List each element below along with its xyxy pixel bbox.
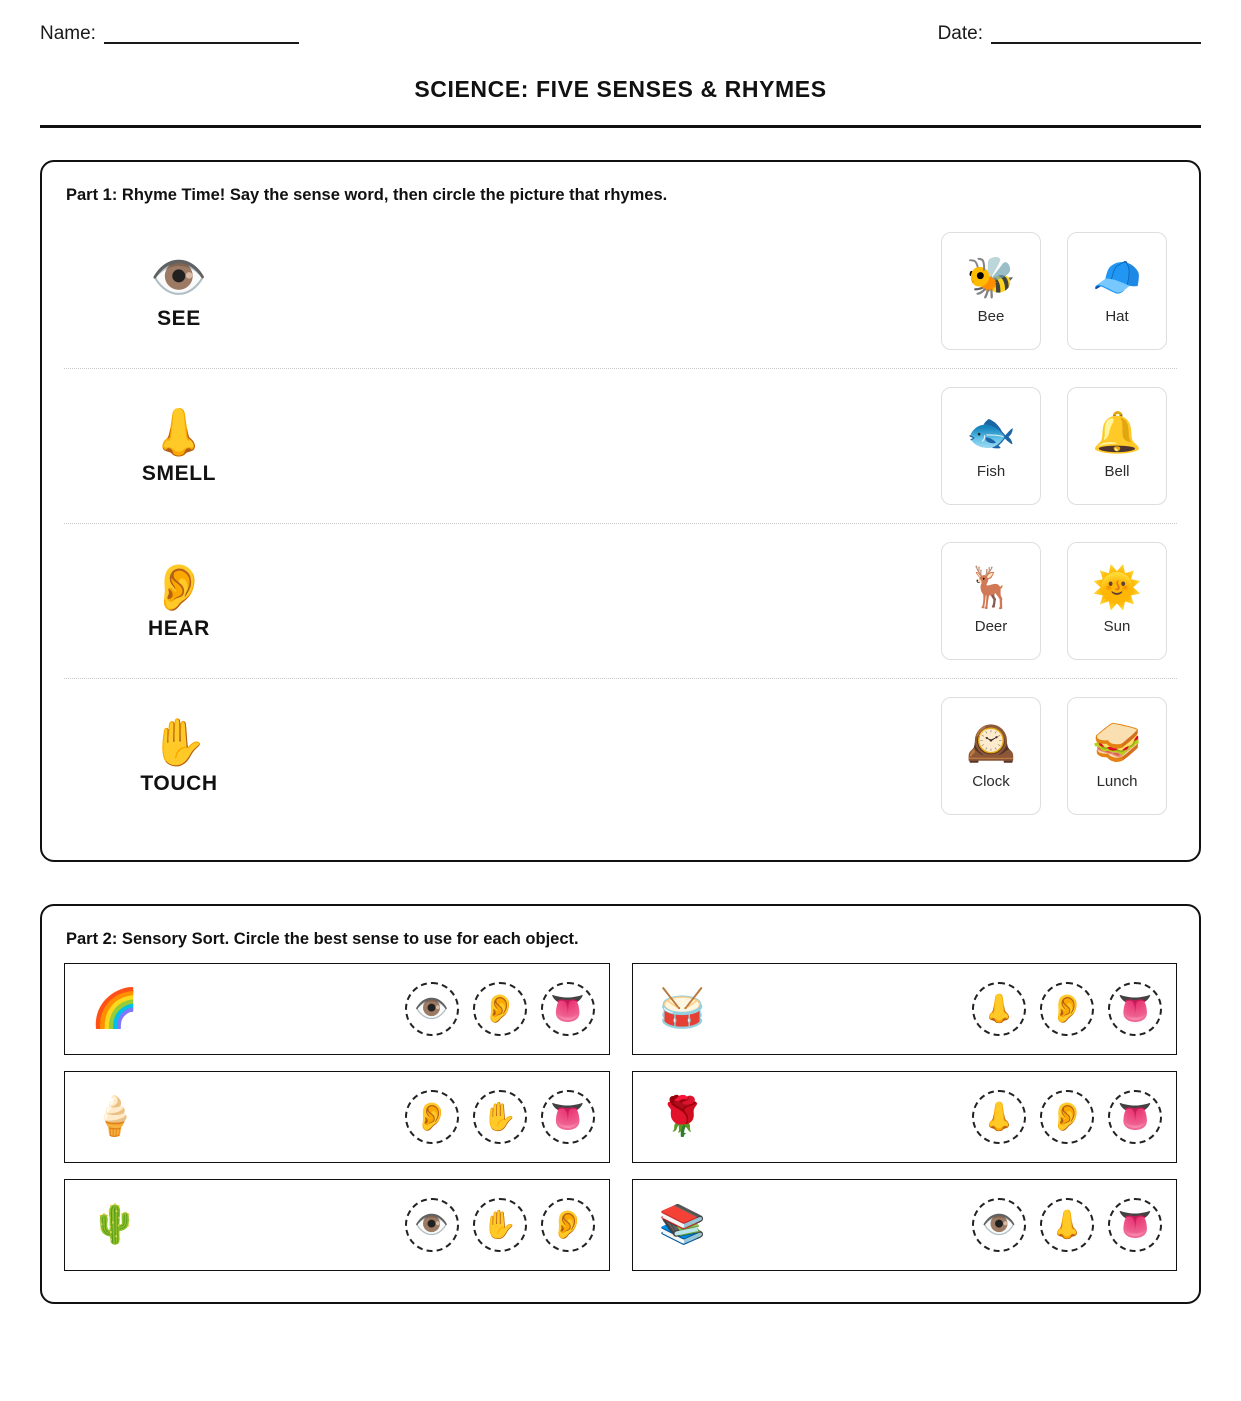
rhyme-row	[64, 678, 1177, 833]
deer-icon: 🦌	[966, 566, 1016, 610]
sandwich-icon: 🥪	[1092, 721, 1142, 765]
fish-icon: 🐟	[966, 411, 1016, 455]
rose-icon: 🌹	[658, 1096, 706, 1138]
tongue-icon: 👅	[1117, 993, 1153, 1024]
sense-prompt	[64, 716, 294, 796]
drum-icon: 🥁	[658, 988, 706, 1030]
sort-cell	[64, 1071, 610, 1163]
nose-icon: 👃	[1049, 1209, 1085, 1240]
sense-word: SMELL	[141, 461, 217, 485]
sense-prompt	[64, 561, 294, 641]
hand-icon: ✋	[150, 715, 208, 768]
ear-icon: 👂	[482, 993, 517, 1024]
sense-prompt	[64, 251, 294, 331]
page-title: SCIENCE: FIVE SENSES & RHYMES	[414, 76, 827, 102]
sense-option-nose[interactable]	[972, 982, 1026, 1036]
cactus-icon: 🌵	[91, 1204, 139, 1246]
choice-label: Sun	[1103, 618, 1131, 635]
sort-cell	[64, 1179, 610, 1271]
nose-icon: 👃	[981, 1101, 1017, 1132]
sort-cell	[632, 963, 1178, 1055]
ear-icon: 👂	[414, 1101, 449, 1132]
nose-icon: 👃	[150, 405, 208, 458]
sense-option-group	[972, 982, 1162, 1036]
date-field[interactable]	[938, 24, 1201, 44]
tongue-icon: 👅	[1117, 1209, 1153, 1240]
title-divider	[40, 125, 1201, 128]
sense-option-tongue[interactable]	[1108, 982, 1162, 1036]
date-write-line[interactable]	[991, 30, 1201, 44]
sense-option-group	[972, 1090, 1162, 1144]
books-icon: 📚	[658, 1204, 706, 1246]
choice-label: Clock	[972, 773, 1010, 790]
choice-card[interactable]	[1067, 232, 1167, 350]
sense-option-group	[405, 1090, 595, 1144]
sense-option-tongue[interactable]	[541, 982, 595, 1036]
bell-icon: 🔔	[1092, 411, 1142, 455]
choice-card[interactable]	[941, 232, 1041, 350]
eye-icon: 👁️	[414, 993, 449, 1024]
sort-cell	[632, 1071, 1178, 1163]
sense-option-ear[interactable]	[541, 1198, 595, 1252]
sense-option-hand[interactable]	[473, 1090, 527, 1144]
choice-card[interactable]	[1067, 387, 1167, 505]
sense-option-tongue[interactable]	[1108, 1198, 1162, 1252]
sense-option-tongue[interactable]	[1108, 1090, 1162, 1144]
choice-group	[941, 387, 1167, 505]
choice-card[interactable]	[941, 387, 1041, 505]
ice-cream-icon: 🍦	[91, 1096, 139, 1138]
sense-option-group	[972, 1198, 1162, 1252]
clock-icon: 🕰️	[966, 721, 1016, 765]
eye-icon: 👁️	[414, 1209, 449, 1240]
name-field[interactable]	[40, 24, 299, 44]
hand-icon: ✋	[482, 1101, 517, 1132]
name-date-row	[40, 0, 1201, 44]
choice-card[interactable]	[941, 697, 1041, 815]
bee-icon: 🐝	[966, 256, 1016, 300]
sense-option-ear[interactable]	[1040, 1090, 1094, 1144]
choice-group	[941, 232, 1167, 350]
sort-cell	[64, 963, 610, 1055]
sense-option-eye[interactable]	[405, 982, 459, 1036]
choice-label: Bee	[977, 308, 1005, 325]
choice-card[interactable]	[941, 542, 1041, 660]
sense-option-hand[interactable]	[473, 1198, 527, 1252]
eye-icon: 👁️	[150, 250, 208, 303]
choice-label: Bell	[1104, 463, 1130, 480]
choice-label: Fish	[976, 463, 1006, 480]
name-write-line[interactable]	[104, 30, 299, 44]
sense-option-ear[interactable]	[473, 982, 527, 1036]
sense-option-tongue[interactable]	[541, 1090, 595, 1144]
part2-heading: Part 2: Sensory Sort. Circle the best sense to use for each object.	[66, 930, 579, 948]
part2-panel	[40, 904, 1201, 1304]
ear-icon: 👂	[1049, 1101, 1085, 1132]
rhyme-row	[64, 368, 1177, 523]
sense-word: HEAR	[148, 616, 210, 640]
tongue-icon: 👅	[1117, 1101, 1153, 1132]
rhyme-row	[64, 523, 1177, 678]
sense-option-group	[405, 982, 595, 1036]
rhyme-row	[64, 213, 1177, 368]
nose-icon: 👃	[981, 993, 1017, 1024]
name-label: Name:	[40, 23, 96, 44]
date-label: Date:	[937, 23, 983, 44]
sun-icon: 🌞	[1092, 566, 1142, 610]
sensory-sort-grid	[64, 963, 1177, 1271]
sense-option-group	[405, 1198, 595, 1252]
ear-icon: 👂	[550, 1209, 585, 1240]
sense-option-eye[interactable]	[972, 1198, 1026, 1252]
sense-option-nose[interactable]	[972, 1090, 1026, 1144]
sense-option-ear[interactable]	[1040, 982, 1094, 1036]
part1-heading: Part 1: Rhyme Time! Say the sense word, then circle the picture that rhymes.	[66, 186, 668, 204]
part1-panel	[40, 160, 1201, 862]
choice-group	[941, 542, 1167, 660]
choice-card[interactable]	[1067, 697, 1167, 815]
sense-word: TOUCH	[140, 771, 218, 795]
rhyme-rows	[64, 213, 1177, 833]
ear-icon: 👂	[1049, 993, 1085, 1024]
sort-cell	[632, 1179, 1178, 1271]
rainbow-icon: 🌈	[91, 988, 139, 1030]
sense-option-ear[interactable]	[405, 1090, 459, 1144]
hand-icon: ✋	[482, 1209, 517, 1240]
choice-label: Hat	[1105, 308, 1129, 325]
tongue-icon: 👅	[550, 1101, 585, 1132]
choice-label: Lunch	[1096, 773, 1138, 790]
choice-group	[941, 697, 1167, 815]
sense-prompt	[64, 406, 294, 486]
choice-card[interactable]	[1067, 542, 1167, 660]
hat-icon: 🧢	[1092, 256, 1142, 300]
tongue-icon: 👅	[550, 993, 585, 1024]
choice-label: Deer	[974, 618, 1008, 635]
eye-icon: 👁️	[981, 1209, 1017, 1240]
sense-word: SEE	[157, 306, 201, 330]
ear-icon: 👂	[150, 560, 208, 613]
sense-option-eye[interactable]	[405, 1198, 459, 1252]
sense-option-nose[interactable]	[1040, 1198, 1094, 1252]
